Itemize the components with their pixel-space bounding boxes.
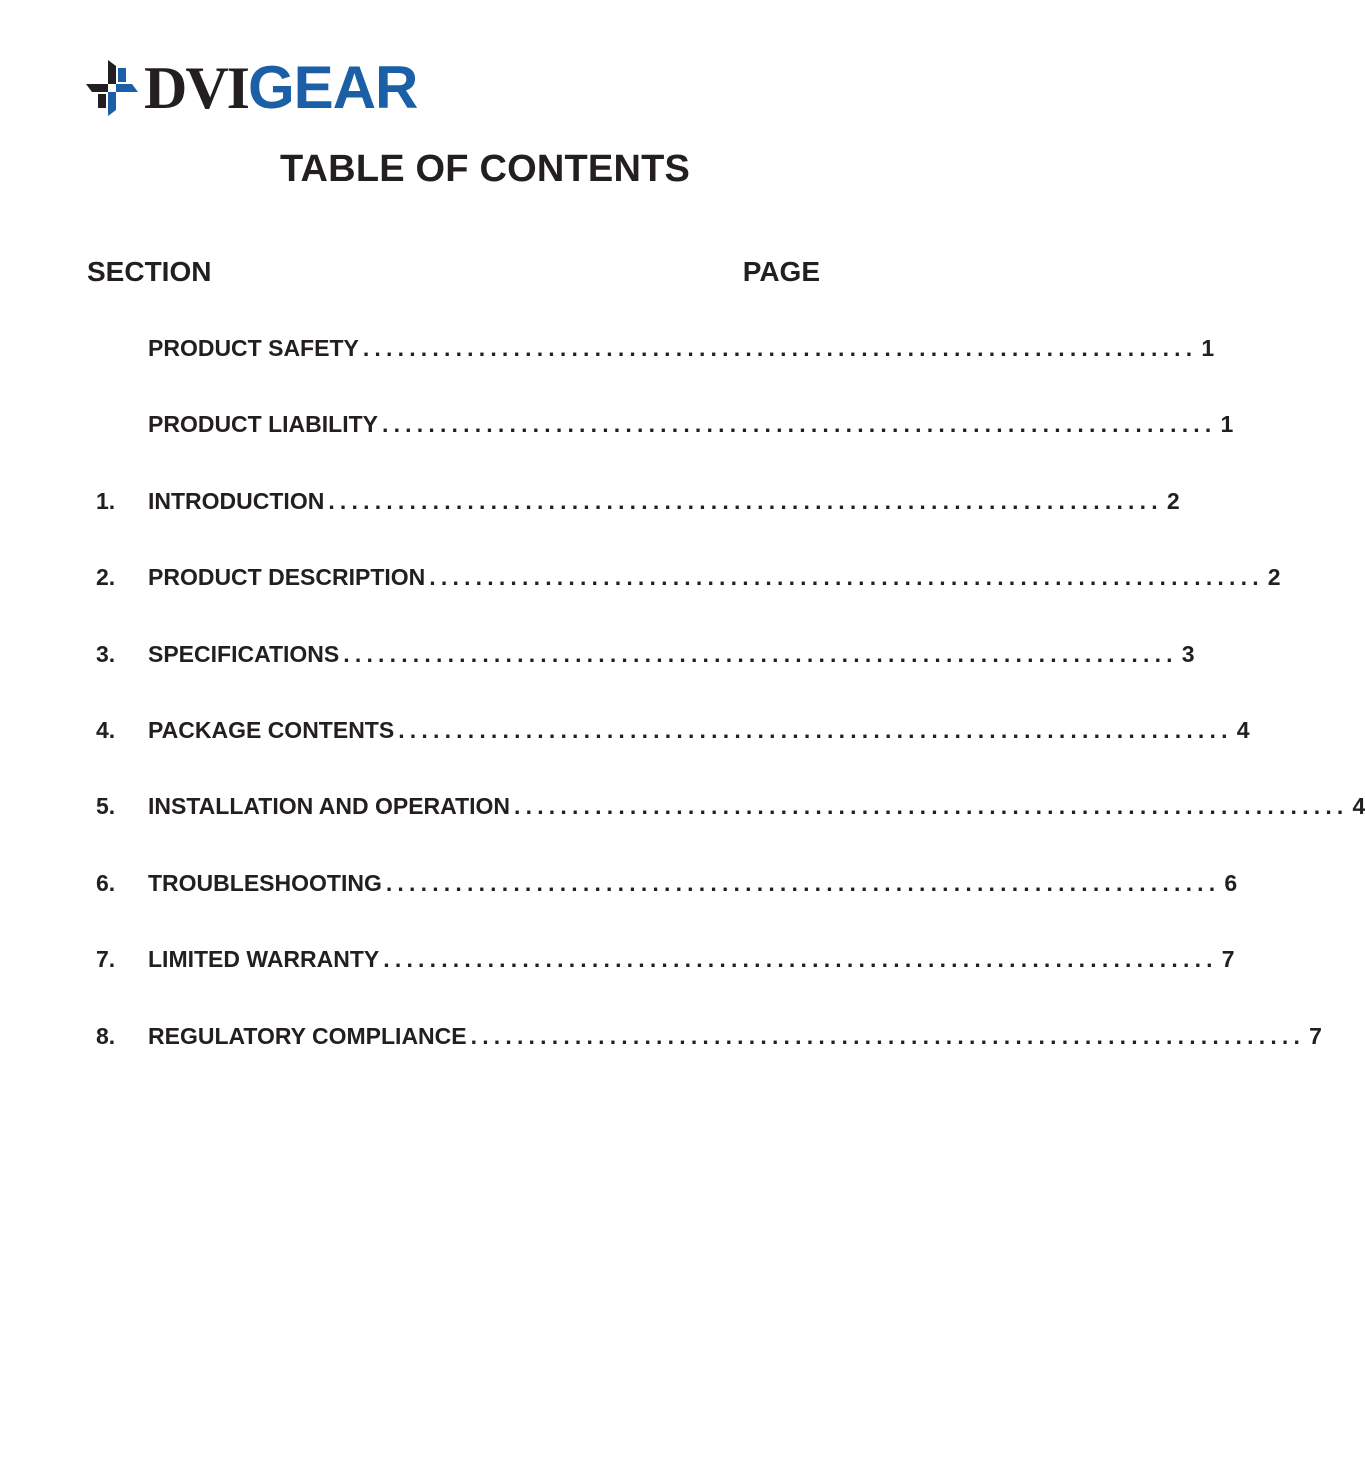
dot-leader: ........................................................................: [514, 793, 1349, 820]
entry-page: 7: [1221, 946, 1235, 973]
toc-entry[interactable]: [96, 487, 1180, 564]
entry-number: 6.: [96, 869, 116, 896]
entry-label: INSTALLATION AND OPERATION: [148, 793, 511, 820]
dot-leader: ........................................................................: [382, 411, 1217, 438]
entry-page: 1: [1201, 335, 1215, 361]
entry-label: PACKAGE CONTENTS: [148, 716, 395, 743]
entry-page: 4: [1352, 793, 1365, 820]
entry-label: TROUBLESHOOTING: [148, 869, 382, 896]
toc-entry[interactable]: [96, 564, 1281, 640]
entry-label: INTRODUCTION: [148, 487, 325, 514]
entry-page: 2: [1267, 564, 1281, 591]
entry-label: SPECIFICATIONS: [148, 640, 340, 667]
entry-label: REGULATORY COMPLIANCE: [148, 1022, 467, 1049]
logo-gear-text: GEAR: [248, 54, 418, 121]
entry-number: 5.: [96, 793, 116, 820]
toc-entries: [96, 335, 1365, 1099]
page-column-header: PAGE: [742, 256, 820, 287]
toc-entry[interactable]: [96, 411, 1234, 487]
toc-entry[interactable]: [96, 869, 1238, 946]
entry-number: 4.: [96, 716, 116, 743]
dot-leader: ........................................................................: [470, 1022, 1306, 1049]
toc-entry[interactable]: [96, 716, 1250, 793]
dot-leader: ........................................................................: [385, 869, 1221, 896]
entry-label: PRODUCT SAFETY: [148, 335, 359, 361]
toc-entry[interactable]: [96, 640, 1195, 717]
entry-number: 3.: [96, 640, 116, 667]
logo-wordmark: [144, 54, 418, 121]
page-title: TABLE OF CONTENTS: [279, 148, 691, 190]
toc-entry[interactable]: [96, 946, 1235, 1022]
logo-dvi-text: DVI: [144, 55, 249, 121]
dot-leader: ........................................................................: [343, 640, 1178, 667]
dot-leader: ........................................................................: [429, 564, 1264, 591]
section-column-header: SECTION: [87, 256, 212, 287]
toc-entry[interactable]: [96, 335, 1215, 411]
entry-page: 6: [1224, 869, 1238, 896]
entry-page: 2: [1166, 487, 1180, 514]
entry-number: 7.: [96, 946, 116, 973]
entry-label: PRODUCT LIABILITY: [148, 411, 378, 438]
entry-page: 4: [1236, 716, 1250, 743]
entry-page: 7: [1309, 1022, 1322, 1049]
entry-label: PRODUCT DESCRIPTION: [148, 564, 426, 591]
dot-leader: ........................................................................: [328, 487, 1163, 514]
entry-number: 2.: [96, 564, 116, 591]
entry-label: LIMITED WARRANTY: [148, 946, 380, 973]
entry-number: 8.: [96, 1022, 116, 1049]
dvigear-logo: [86, 54, 418, 121]
toc-entry[interactable]: [96, 793, 1365, 869]
entry-page: 3: [1181, 640, 1195, 667]
cross-arrows-logo-icon: [86, 60, 138, 116]
dot-leader: ........................................................................: [383, 946, 1218, 973]
dot-leader: ........................................................................: [398, 716, 1233, 743]
entry-page: 1: [1220, 411, 1234, 438]
entry-number: 1.: [96, 487, 116, 514]
dot-leader: ........................................................................: [362, 335, 1198, 361]
toc-entry[interactable]: [96, 1022, 1322, 1099]
